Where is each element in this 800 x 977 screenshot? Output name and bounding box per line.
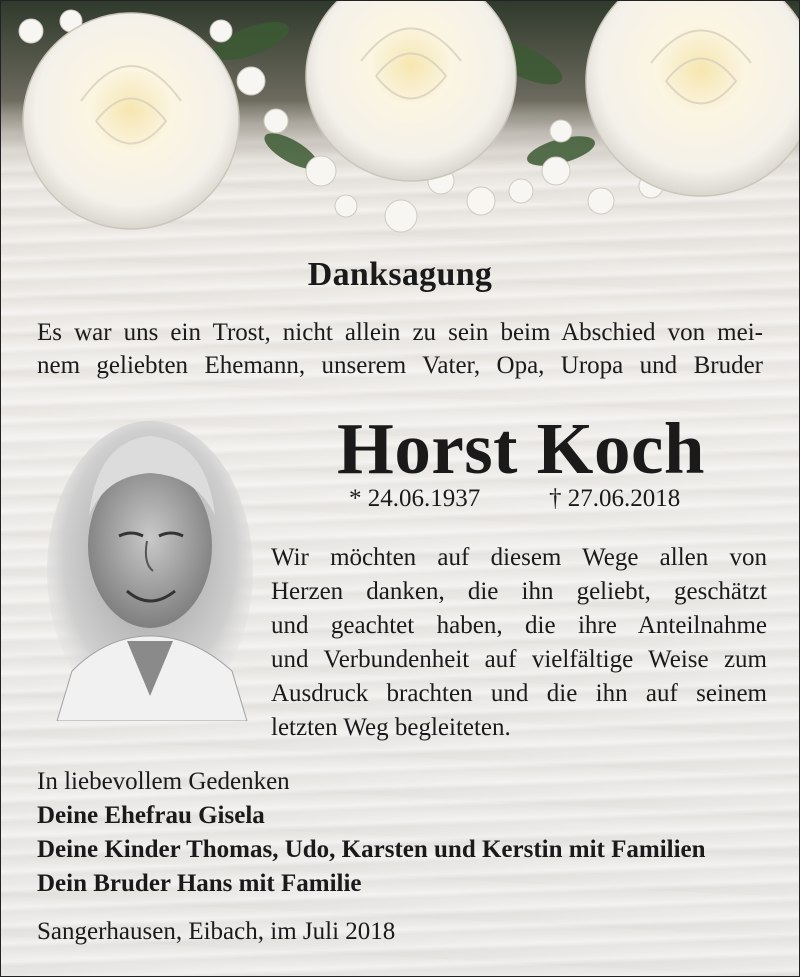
birth-date: * 24.06.1937 xyxy=(349,485,481,512)
signature-line: Deine Ehefrau Gisela xyxy=(37,802,265,829)
thanks-line: Herzen danken, die ihn geliebt, geschätzt xyxy=(271,578,767,605)
deceased-name: Horst Koch xyxy=(337,408,705,489)
intro-text xyxy=(37,316,763,382)
signature-line: Dein Bruder Hans mit Familie xyxy=(37,870,362,897)
intro-line: Es war uns ein Trost, nicht allein zu sein beim Abschied von mei- xyxy=(37,319,763,346)
white-roses-image xyxy=(1,1,799,251)
place-date: Sangerhausen, Eibach, im Juli 2018 xyxy=(37,918,396,945)
thanks-line: Ausdruck brachten und die ihn auf seinem xyxy=(271,680,767,707)
signature-block xyxy=(37,765,706,901)
thanks-line: und Verbundenheit auf vielfältige Weise zum xyxy=(271,646,767,673)
portrait-photo xyxy=(47,421,253,721)
thanks-line: letzten Weg begleiteten. xyxy=(271,714,511,741)
heading: Danksagung xyxy=(307,256,493,293)
signature-line: Deine Kinder Thomas, Udo, Karsten und Kerstin mit Familien xyxy=(37,836,706,863)
intro-line: nem geliebten Ehemann, unserem Vater, Opa, Uropa und Bruder xyxy=(37,352,763,379)
thanks-line: und geachtet haben, die ihre Anteilnahme xyxy=(271,612,767,639)
signature-intro: In liebevollem Gedenken xyxy=(37,768,290,795)
thanks-text xyxy=(271,541,767,745)
death-date: † 27.06.2018 xyxy=(549,485,681,512)
thanks-line: Wir möchten auf diesem Wege allen von xyxy=(271,544,767,571)
